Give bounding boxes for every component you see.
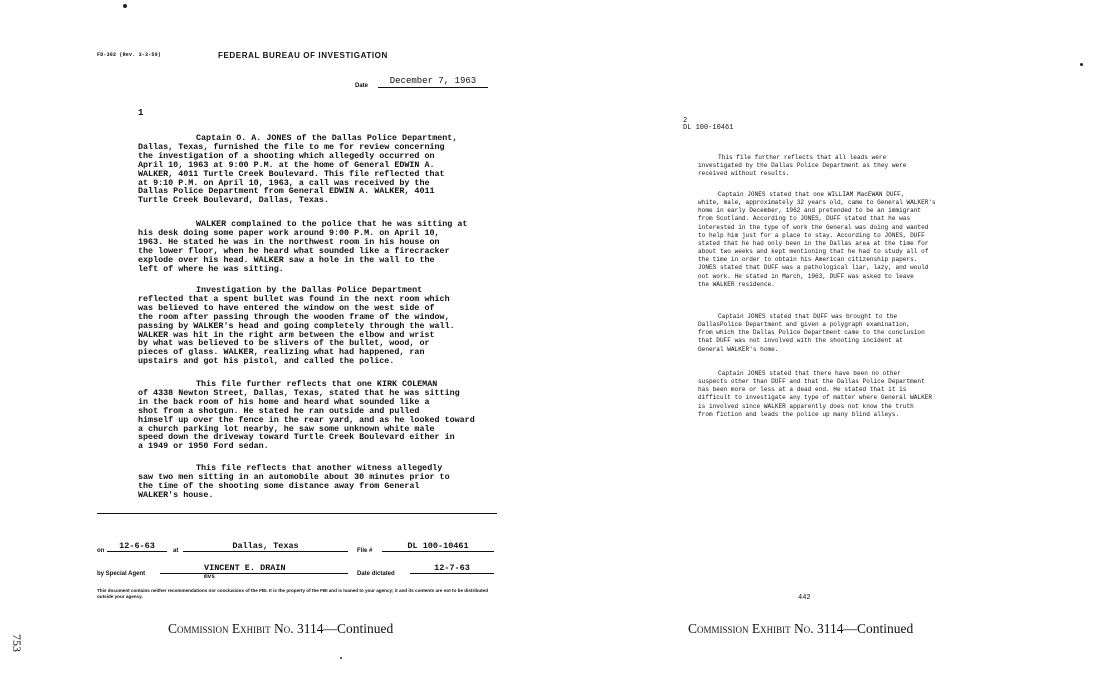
paragraph	[138, 220, 504, 273]
paragraph-text: This file further reflects that all leads were investigated by the Dallas Police Department as they were received without results.	[698, 154, 907, 178]
paragraph-text: Captain JONES stated that there have been no other suspects other than DUFF and that the Dallas Police Department has been more or less at a dead end. He stated that it is difficult to investigate any type of matter where General WALKER is involved since WALKER apparently does not know the truth from fiction and leads the police up many blind alleys.	[698, 370, 933, 418]
at-label: at	[173, 548, 179, 554]
paragraph	[698, 191, 974, 289]
volume-page-number: 753	[10, 634, 24, 652]
interview-date: 12-6-63	[107, 541, 167, 552]
caption-suffix: 3114—Continued	[297, 621, 394, 636]
dictated-date: 12-7-63	[410, 563, 494, 574]
exhibit-caption-left	[168, 621, 393, 637]
page-number: 1	[138, 108, 144, 118]
paragraph	[698, 313, 974, 354]
file-reference: DL 100-10461	[683, 124, 734, 132]
caption-prefix: Commission Exhibit No.	[688, 621, 814, 636]
paragraph	[698, 154, 974, 178]
exhibit-caption-right	[688, 621, 913, 637]
disclaimer: This document contains neither recommendations nor conclusions of the FBI. It is the property of the FBI and is loaned to your agency; it and its contents are not to be distributed outside your agency.	[97, 588, 489, 599]
page-marker-number: 2	[683, 117, 688, 125]
ink-speck	[1080, 63, 1083, 66]
dictated-label: Date dictated	[357, 571, 395, 577]
paragraph	[138, 464, 504, 500]
page-number-right: 442	[798, 594, 811, 602]
interview-location: Dallas, Texas	[183, 541, 348, 552]
date-label: Date	[355, 83, 369, 89]
paragraph	[698, 370, 974, 419]
paragraph-text: Captain JONES stated that one WILLIAM MacEWAN DUFF, white, male, approximately 32 years old, came to General WALKER's home in early December, 1962 and pretended to be an immigrant from Scotland. According to JONES, DUFF stated that he was interested in the type of work the General was doing and wanted to help him just for a place to stay. According to JONES, DUFF stated that he had only been in the Dallas area at the time for about two weeks and kept mentioning that he had to study all of the time in order to obtain his American citizenship papers. JONES stated that DUFF was a pathological liar, lazy, and would not work. He stated in March, 1963, DUFF was asked to leave the WALKER residence.	[698, 191, 936, 288]
agent-initials: mvs	[204, 573, 215, 580]
agent-name: VINCENT E. DRAIN	[160, 563, 348, 574]
paragraph	[138, 134, 504, 205]
paragraph-text: This file reflects that another witness allegedly saw two men sitting in an automobile about 30 minutes prior to the time of the shooting some distance away from General WALKER's house.	[138, 463, 450, 500]
paragraph-text: This file further reflects that one KIRK COLEMAN of 4338 Newton Street, Dallas, Texas, stated that he was sitting in the back room of his home and heard what sounded like a shot from a shotgun. He stated he ran outside and pulled himself up over the fence in the rear yard, and as he looked toward a church parking lot nearby, he saw some unknown white male speed down the driveway toward Turtle Creek Boulevard either in a 1949 or 1950 Ford sedan.	[138, 379, 475, 452]
ink-speck	[123, 4, 127, 8]
file-number: DL 100-10461	[382, 541, 494, 552]
paragraph	[138, 286, 504, 366]
on-label: on	[97, 548, 105, 554]
page-marker	[683, 118, 733, 132]
paragraph-text: Captain O. A. JONES of the Dallas Police Department, Dallas, Texas, furnished the file to me for review concerning the investigation of a shooting which allegedly occurred on April 10, 1963 at 9:00 P.M. at the home of General EDWIN A. WALKER, 4011 Turtle Creek Boulevard. This file reflected that at 9:10 P.M. on April 10, 1963, a call was received by the Dallas Police Department from General EDWIN A. WALKER, 4011 Turtle Creek Boulevard, Dallas, Texas.	[138, 133, 458, 206]
form-number: FD-302 (Rev. 3-3-59)	[97, 52, 162, 58]
ink-speck	[340, 657, 342, 659]
caption-suffix: 3114—Continued	[817, 621, 914, 636]
paragraph-text: Captain JONES stated that DUFF was brought to the DallasPolice Department and given a polygraph examination, from which the Dallas Police Department came to the conclusion that DUFF was not involved with the shooting incident at General WALKER's home.	[698, 313, 925, 353]
document-date: December 7, 1963	[378, 76, 488, 88]
paragraph	[138, 380, 504, 451]
divider	[97, 513, 497, 514]
file-label: File #	[357, 548, 373, 554]
caption-prefix: Commission Exhibit No.	[168, 621, 294, 636]
paragraph-text: Investigation by the Dallas Police Department reflected that a spent bullet was found in the next room which was believed to have entered the window on the west side of the room after passing through the wooden frame of the window, passing by WALKER's head and going completely through the wall. WALKER was hit in the right arm between the elbow and wrist by what was believed to be slivers of the bullet, wood, or pieces of glass. WALKER, realizing what had happened, ran upstairs and got his pistol, and called the police.	[138, 285, 455, 367]
agent-label: by Special Agent	[97, 571, 146, 577]
agency-header: FEDERAL BUREAU OF INVESTIGATION	[218, 51, 388, 60]
paragraph-text: WALKER complained to the police that he was sitting at his desk doing some paper work around 9:00 P.M. on April 10, 1963. He stated he was in the northwest room in his house on the lower floor, when he heard what sounded like a firecracker explode over his head. WALKER saw a hole in the wall to the left of where he was sitting.	[138, 219, 468, 274]
